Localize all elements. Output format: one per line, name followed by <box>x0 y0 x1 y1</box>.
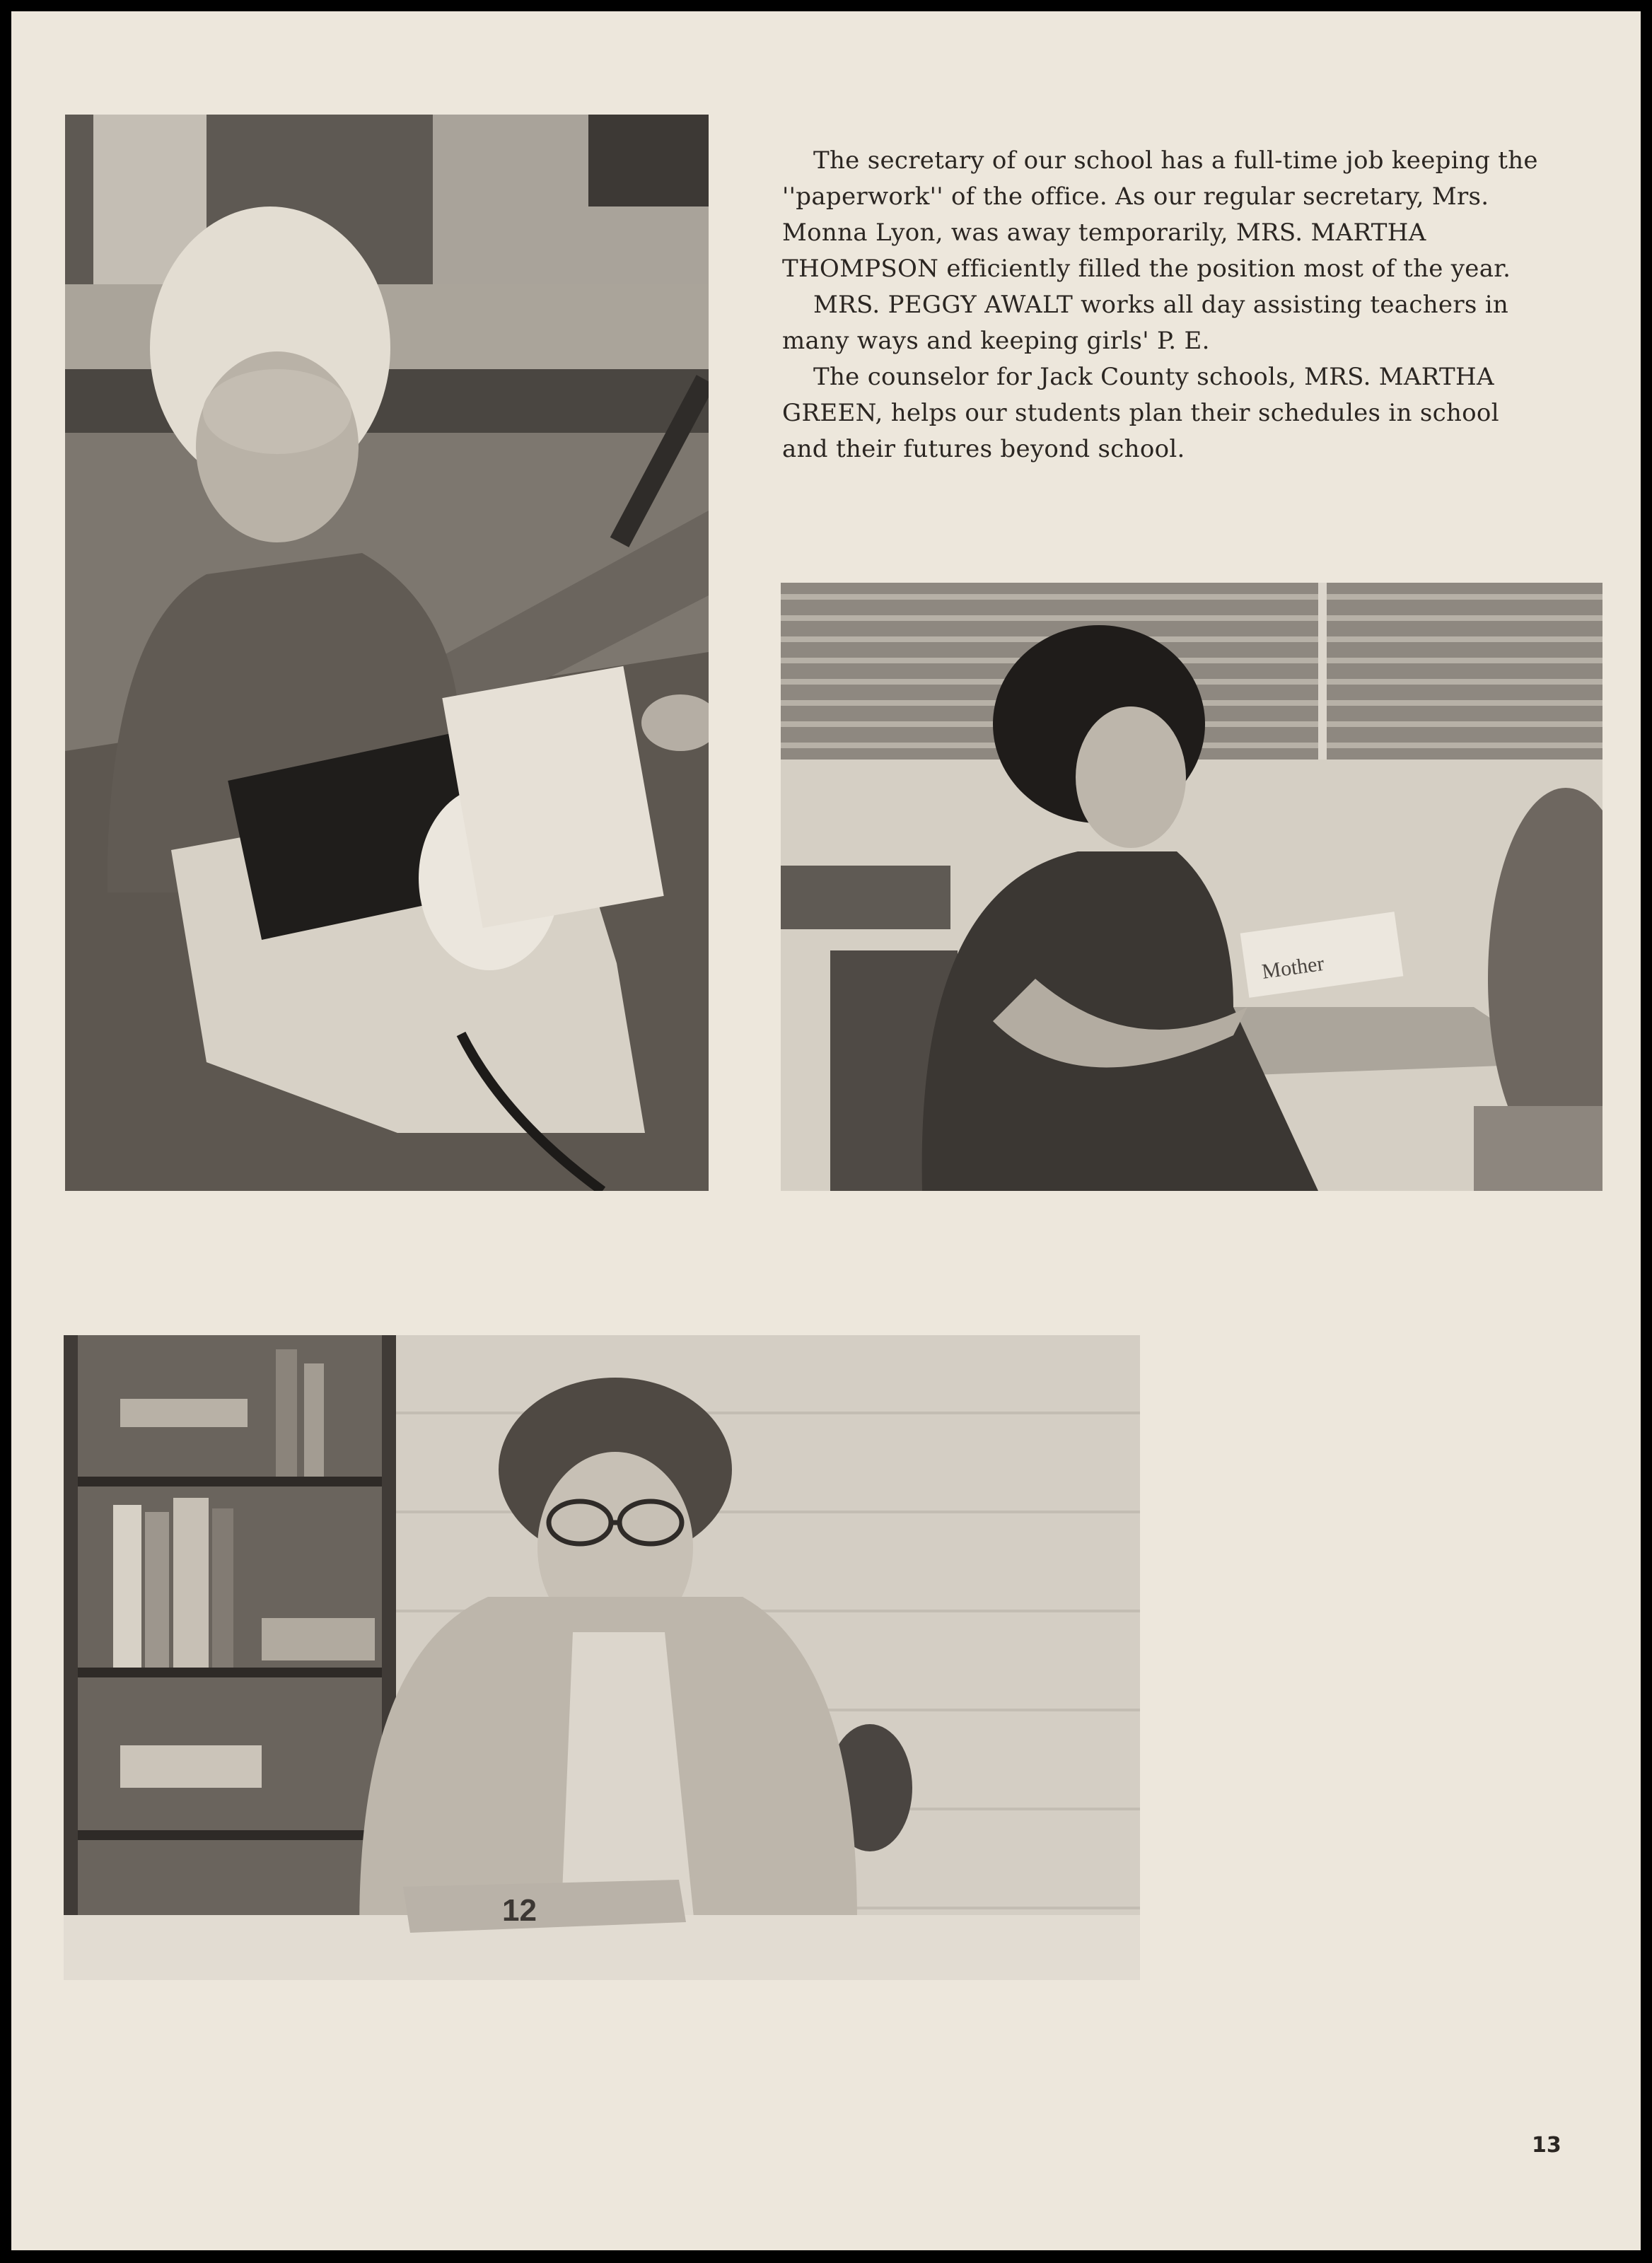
caption-paragraph-aide: MRS. PEGGY AWALT works all day assisting teachers in many ways and keeping girls' P. E. <box>782 291 1509 355</box>
counselor-card-text: 12 <box>502 1893 537 1928</box>
aide-photo <box>781 583 1602 1191</box>
secretary-photo <box>65 115 709 1191</box>
counselor-photo <box>64 1335 1140 1980</box>
aide-flashcard-text: Mother <box>1260 951 1326 984</box>
caption-paragraph-secretary: The secretary of our school has a full-time job keeping the ''paperwork'' of the office. As our regular secretary, Mrs. Monna Lyon, was away temporarily, MRS. MARTHA THOMPSON efficiently filled the position most of the year. <box>782 146 1538 283</box>
page-number: 13 <box>1532 2133 1561 2158</box>
caption-paragraph-counselor: The counselor for Jack County schools, MRS. MARTHA GREEN, helps our students plan their schedules in school and their futures beyond school. <box>782 363 1499 463</box>
yearbook-page <box>11 11 1641 2250</box>
caption-text <box>782 143 1546 467</box>
